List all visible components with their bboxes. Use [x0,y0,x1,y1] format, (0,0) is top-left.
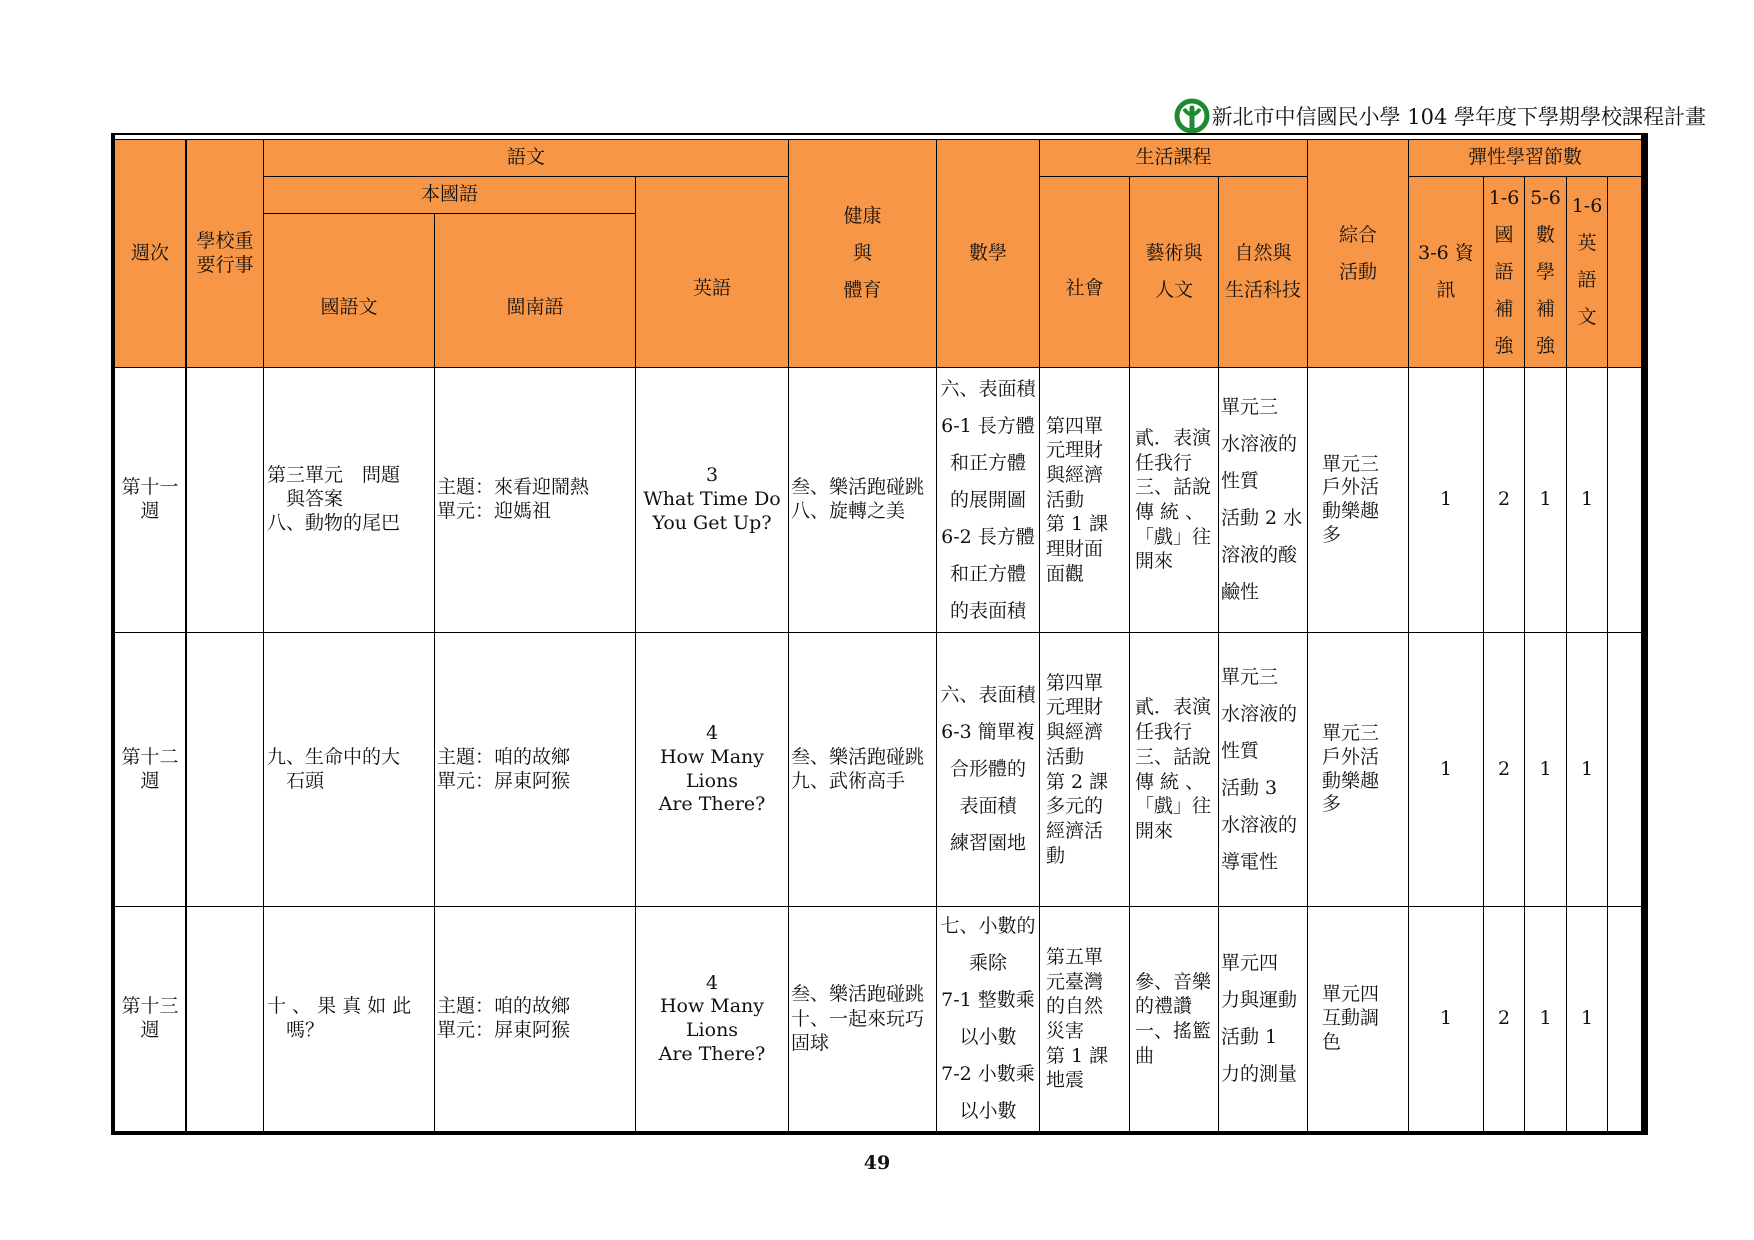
row3-health: 叁、樂活跑碰跳 十、一起來玩巧 固球 [789,907,936,1131]
grid-line [1409,176,1641,177]
header-english: 英語 [636,177,788,367]
header-info: 3-6 資 訊 [1409,177,1483,367]
grid-line [788,140,789,1131]
grid-line [1408,140,1409,1131]
document-header [1174,98,1706,134]
row2-science: 單元三 水溶液的 性質 活動 3 水溶液的 導電性 [1219,633,1307,906]
header-english-flex: 1-6 英 語 文 [1567,177,1607,367]
header-mandarin: 國語文 [264,214,434,367]
header-science: 自然與 生活科技 [1219,177,1307,367]
row1-english: 3 What Time Do You Get Up? [636,368,788,632]
header-social: 社會 [1040,177,1129,367]
row3-info: 1 [1409,907,1483,1131]
row1-integrative: 單元三 戶外活 動樂趣 多 [1308,368,1408,632]
grid-line [115,367,1641,368]
header-school-events: 學校重 要行事 [187,140,263,367]
header-math: 數學 [937,140,1039,367]
row2-english-flex: 1 [1567,633,1607,906]
grid-line [264,176,788,177]
document-title: 新北市中信國民小學 104 學年度下學期學校課程計畫 [1211,105,1706,129]
row3-math-boost: 1 [1525,907,1566,1131]
row2-social: 第四單 元理財 與經濟 活動 第 2 課 多元的 經濟活 動 [1040,633,1129,906]
header-language: 語文 [264,140,788,176]
row1-events [187,368,263,632]
header-math-boost: 5-6 數 學 補 強 [1525,177,1566,367]
row2-english: 4 How Many Lions Are There? [636,633,788,906]
grid-line [1307,140,1308,1131]
grid-line [936,140,937,1131]
row3-math: 七、小數的 乘除 7-1 整數乘 以小數 7-2 小數乘 以小數 [937,907,1039,1131]
header-minnan: 閩南語 [435,214,635,367]
row2-math-boost: 1 [1525,633,1566,906]
page-number: 49 [863,1152,891,1174]
row3-social: 第五單 元臺灣 的自然 災害 第 1 課 地震 [1040,907,1129,1131]
row3-english: 4 How Many Lions Are There? [636,907,788,1131]
header-spare-column [1608,177,1641,367]
row3-mandarin: 十 、 果 真 如 此 嗎？ [264,907,434,1131]
grid-line [1483,177,1484,1131]
grid-line [264,213,635,214]
row2-chinese-boost: 2 [1484,633,1524,906]
header-week: 週次 [115,140,185,367]
row1-week: 第十一 週 [115,368,185,632]
row1-spare [1608,368,1641,632]
header-integrative: 綜合 活動 [1308,140,1408,367]
row1-health: 叁、樂活跑碰跳 八、旋轉之美 [789,368,936,632]
grid-line [115,906,1641,907]
row1-science: 單元三 水溶液的 性質 活動 2 水 溶液的酸 鹼性 [1219,368,1307,632]
header-chinese-boost: 1-6 國 語 補 強 [1484,177,1524,367]
row1-english-flex: 1 [1567,368,1607,632]
grid-line [1129,177,1130,1131]
row1-chinese-boost: 2 [1484,368,1524,632]
grid-line [1040,176,1307,177]
header-native-language: 本國語 [264,177,635,213]
grid-line [263,140,264,1131]
row2-arts: 貳．表演 任我行 三、話說 傳 統 、 「戲」往 開來 [1130,633,1218,906]
row3-integrative: 單元四 互動調 色 [1308,907,1408,1131]
row1-math-boost: 1 [1525,368,1566,632]
grid-line [1218,177,1219,1131]
school-logo-icon [1174,98,1210,134]
header-health: 健康 與 體育 [789,140,936,367]
row3-minnan: 主題：咱的故鄉 單元：屏東阿猴 [435,907,635,1131]
row1-mandarin: 第三單元 問題 與答案 八、動物的尾巴 [264,368,434,632]
grid-line [1039,140,1040,1131]
grid-line [635,177,636,1131]
grid-line [1566,177,1567,1131]
row1-arts: 貳．表演 任我行 三、話說 傳 統 、 「戲」往 開來 [1130,368,1218,632]
row1-math: 六、表面積 6-1 長方體 和正方體 的展開圖 6-2 長方體 和正方體 的表面積 [937,368,1039,632]
row2-integrative: 單元三 戶外活 動樂趣 多 [1308,633,1408,906]
header-flexible-periods: 彈性學習節數 [1409,140,1641,176]
row2-week: 第十二 週 [115,633,185,906]
grid-line [115,632,1641,633]
row3-arts: 參、音樂 的禮讚 一、搖籃 曲 [1130,907,1218,1131]
row3-english-flex: 1 [1567,907,1607,1131]
row1-minnan: 主題：來看迎鬧熱 單元：迎媽祖 [435,368,635,632]
grid-line [115,139,1644,140]
row3-week: 第十三 週 [115,907,185,1131]
row1-social: 第四單 元理財 與經濟 活動 第 1 課 理財面 面觀 [1040,368,1129,632]
row1-info: 1 [1409,368,1483,632]
grid-line [434,214,435,1131]
grid-line [1641,135,1644,1131]
grid-line [1524,177,1525,1131]
row2-math: 六、表面積 6-3 簡單複 合形體的 表面積 練習園地 [937,633,1039,906]
row2-mandarin: 九、生命中的大 石頭 [264,633,434,906]
grid-line [185,140,187,1131]
row3-events [187,907,263,1131]
grid-line [1607,177,1608,1131]
row3-science: 單元四 力與運動 活動 1 力的測量 [1219,907,1307,1131]
header-life-curriculum: 生活課程 [1040,140,1307,176]
header-arts: 藝術與 人文 [1130,177,1218,367]
row2-info: 1 [1409,633,1483,906]
row3-spare [1608,907,1641,1131]
row2-spare [1608,633,1641,906]
row2-minnan: 主題：咱的故鄉 單元：屏東阿猴 [435,633,635,906]
row2-events [187,633,263,906]
row2-health: 叁、樂活跑碰跳 九、武術高手 [789,633,936,906]
curriculum-table [111,133,1648,1135]
row3-chinese-boost: 2 [1484,907,1524,1131]
